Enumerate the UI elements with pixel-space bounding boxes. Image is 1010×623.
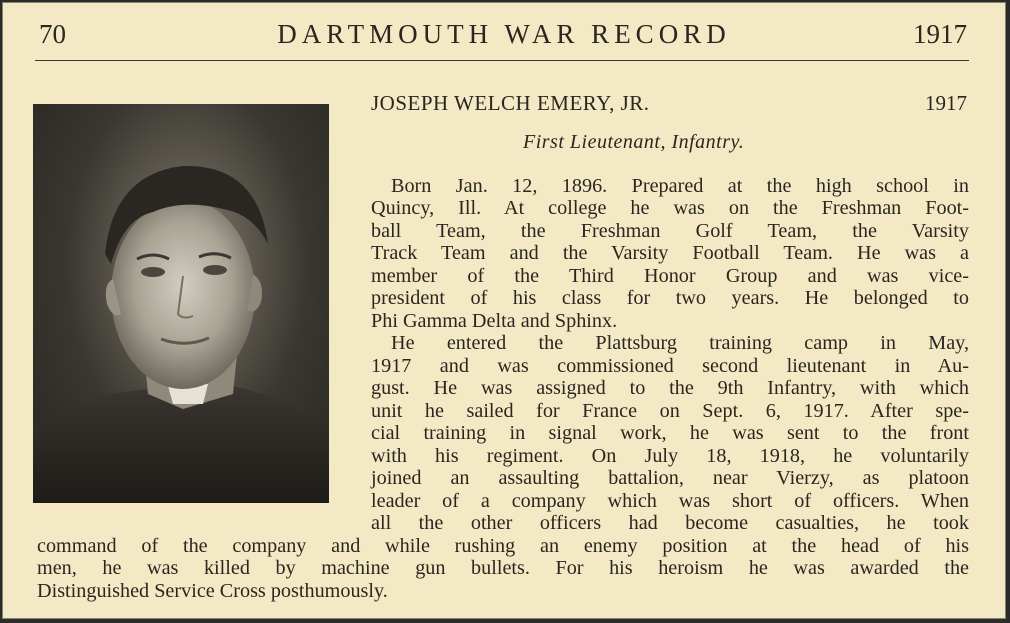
body-line: 1917 and was commissioned second lieutenant in Au- xyxy=(371,355,969,377)
portrait-illustration xyxy=(33,104,329,503)
entry-rank: First Lieutenant, Infantry. xyxy=(523,131,745,153)
body-line: cial training in signal work, he was sent to the front xyxy=(371,422,969,444)
entry-class-year: 1917 xyxy=(925,91,967,115)
body-line: Track Team and the Varsity Football Team. He was a xyxy=(371,242,969,264)
body-line: leader of a company which was short of officers. When xyxy=(371,490,969,512)
body-line: gust. He was assigned to the 9th Infantry, with which xyxy=(371,377,969,399)
body-line: men, he was killed by machine gun bullets. For his heroism he was awarded the xyxy=(37,557,969,579)
entry-name: JOSEPH WELCH EMERY, JR. xyxy=(371,91,650,115)
body-line: all the other officers had become casualties, he took xyxy=(371,512,969,534)
page-number: 70 xyxy=(39,19,66,49)
body-line: unit he sailed for France on Sept. 6, 1917. After spe- xyxy=(371,400,969,422)
body-line: Distinguished Service Cross posthumously. xyxy=(37,580,388,602)
header-title: DARTMOUTH WAR RECORD xyxy=(277,19,731,49)
body-line: with his regiment. On July 18, 1918, he voluntarily xyxy=(371,445,969,467)
body-line: Born Jan. 12, 1896. Prepared at the high school in xyxy=(391,175,969,197)
running-header xyxy=(3,17,1005,51)
body-line: ball Team, the Freshman Golf Team, the Varsity xyxy=(371,220,969,242)
body-line: He entered the Plattsburg training camp in May, xyxy=(391,332,969,354)
body-line: Quincy, Ill. At college he was on the Freshman Foot- xyxy=(371,197,969,219)
header-rule xyxy=(35,60,969,61)
document-page xyxy=(2,2,1006,619)
portrait-photo xyxy=(33,104,329,503)
body-line: command of the company and while rushing an enemy position at the head of his xyxy=(37,535,969,557)
body-line: president of his class for two years. He belonged to xyxy=(371,287,969,309)
body-line: joined an assaulting battalion, near Vierzy, as platoon xyxy=(371,467,969,489)
body-line: Phi Gamma Delta and Sphinx. xyxy=(371,310,618,332)
body-line: member of the Third Honor Group and was vice- xyxy=(371,265,969,287)
header-year: 1917 xyxy=(913,19,967,49)
